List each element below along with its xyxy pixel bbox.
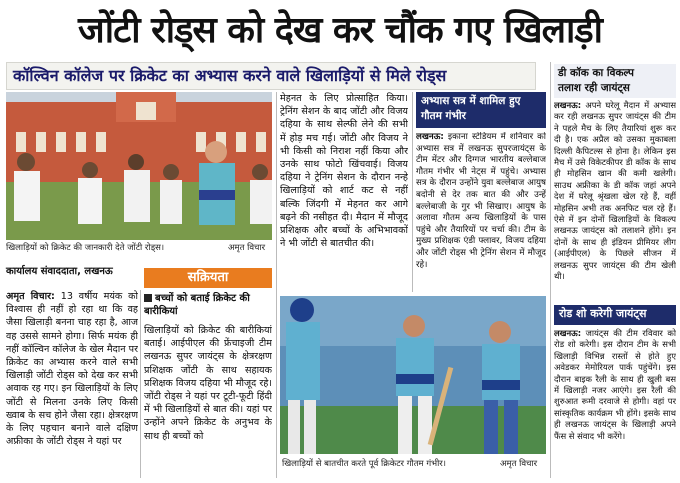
roadshow-story-heading: रोड शो करेगी जायंट्स bbox=[554, 305, 676, 325]
dekock-story-heading bbox=[554, 64, 676, 98]
main-story-col2 bbox=[280, 92, 408, 302]
bottom-photo-caption: खिलाड़ियों से बातचीत करते पूर्व क्रिकेटर गौतम गंभीर। bbox=[282, 459, 447, 469]
column-divider bbox=[276, 92, 277, 478]
roadshow-story-lead: लखनऊ: bbox=[554, 328, 582, 338]
dekock-story-text: अपने घरेलू मैदान में अभ्यास कर रही लखनऊ सुपर जायंट्स की टीम ने पहले मैच के लिए तैयारियां शुरू कर दी है। एक अप्रैल को उसका मुकाबला दिल्ली कैपिटल्स से होना है। लेकिन इस मैच में उसे विकेटकीपर डी कॉक के साथ ही मोहसिन खान की कमी खलेगी। साउथ अफ्रीका के डी कॉक जहां अपने देश में घरेलू श्रृंखला खेल रहे हैं, वहीं मोहसिन अभी तक अनफिट चल रहे हैं। ऐसे में इन दोनों खिलाड़ियों के विकल्प लखनऊ जायंट्स को तलाशने होंगे। इन दोनों के साथ ही इंडियन प्रीमियर लीग (आईपीएल) के पिछले सीजन में लखनऊ सुपर जायंट्स की टीम खेली थी। bbox=[554, 100, 676, 282]
left-photo-credit: अमृत विचार bbox=[228, 243, 266, 253]
roadshow-story-text: जायंट्स की टीम रविवार को रोड शो करेगी। इस दौरान टीम के सभी खिलाड़ी विभिन्न रास्तों से होते हुए अवेडकर मेमोरियल पार्क पहुंचेंगे। इस दौरान बाइक रैली के साथ ही खुली बस में खिलाड़ी नजर आएंगे। इस रैली की शुरुआत रूमी दरवाजे से होगी। वहां पर सांस्कृतिक कार्यक्रम भी होंगे। इसके साथ ही लखनऊ जायंट्स के खिलाड़ी अपने फैंस से संवाद भी करेंगे। bbox=[554, 328, 676, 441]
sakriyata-bullet: बच्चों को बताई क्रिकेट की बारीकियां bbox=[144, 293, 250, 317]
column-divider bbox=[412, 92, 413, 292]
bullet-icon bbox=[144, 294, 152, 302]
main-story-lead: अमृत विचार: bbox=[6, 291, 55, 302]
gambhir-story-lead: लखनऊ: bbox=[416, 132, 444, 142]
column-divider bbox=[550, 62, 551, 478]
gambhir-photo bbox=[280, 296, 546, 454]
dekock-story-body bbox=[554, 100, 676, 300]
sakriyata-col bbox=[144, 324, 272, 478]
dekock-story-lead: लखनऊ: bbox=[554, 100, 582, 110]
dekock-heading-line2: तलाश रही जायंट्स bbox=[558, 82, 630, 94]
gambhir-story-heading: अभ्यास सत्र में शामिल हुए गौतम गंभीर bbox=[416, 92, 546, 128]
sakriyata-label: सक्रियता bbox=[144, 268, 272, 288]
deck-subheadline: कॉल्विन कॉलेज पर क्रिकेट का अभ्यास करने वाले खिलाड़ियों से मिले रोड्स bbox=[6, 62, 536, 90]
bureau-line: कार्यालय संवाददाता, लखनऊ bbox=[6, 266, 113, 277]
gambhir-story-text: इकाना स्टेडियम में शनिवार को अभ्यास सत्र में लखनऊ सुपरजायंट्स के टीम मेंटर और दिग्गज भारतीय बल्लेबाज गौतम गंभीर भी नेट्स में पहुंचे। अभ्यास सत्र के दौरान उन्होंने युवा बल्लेबाज आयुष बदोनी से देर तक बात की और उन्हें बल्लेबाजी के गुर भी सिखाए। आयुष के अलावा गौतम अन्य खिलाड़ियों के पास पहुंचे और तैयारियों पर चर्चा की। टीम के मुख्य प्रशिक्षक एंडी फ्लावर, विजय दहिया और जोंटी रोड्स भी ट्रेनिंग सेशन में मौजूद रहे। bbox=[416, 132, 546, 270]
bottom-photo-credit: अमृत विचार bbox=[500, 459, 538, 469]
main-story-col1-text: 13 वर्षीय मयंक को विश्वास ही नहीं हो रहा था कि वह जैसा खिलाड़ी बनना चाह रहा है, आज वह उससे सामने होगा। सिर्फ मयंक ही नहीं कॉल्विन कॉलेज के खेल मैदान पर क्रिकेट का अभ्यास करने वाले सभी खिलाड़ी जोंटी रोड्स को देख कर सभी अवाक रह गए। इन खिलाड़ियों के लिए जोंटी से मिलना उनके लिए किसी ख्वाब के सच होने जैसा रहा। क्षेत्ररक्षण के लिए पहचान बनाने वाले दक्षिण अफ्रीका के जोंटी रोड्स ने यहां पर bbox=[6, 291, 138, 448]
jonty-rhodes-photo bbox=[6, 92, 272, 240]
roadshow-story-body bbox=[554, 328, 676, 478]
sakriyata-text: खिलाड़ियों को क्रिकेट की बारीकियां बताई। आईपीएल की फ्रेंचाइजी टीम लखनऊ सुपर जायंट्स के क्षेत्ररक्षण प्रशिक्षक जोंटी के साथ सहायक प्रशिक्षक विजय दहिया भी मौजूद रहे। जोंटी रोड्स ने यहां पर टूटी-फूटी हिंदी में भी खिलाड़ियों से बात की। यहां पर उन्होंने अपने क्रिकेट के अनुभव के साथ ही बच्चों को bbox=[144, 325, 272, 442]
column-divider bbox=[140, 290, 141, 478]
main-story-col2-text: मेहनत के लिए प्रोत्साहित किया। ट्रेनिंग सेशन के बाद जोंटी और विजय दहिया के साथ सेल्फी लेने की सभी में होड़ मच गई। जोंटी और विजय ने भी किसी को निराश नहीं किया और उनके साथ फोटो खिंचवाई। विजय दहिया ने ट्रेनिंग सेशन के दौरान नन्हे खिलाड़ियों को शार्ट कट से नहीं बल्कि जिंदगी में मेहनत कर आगे बढ़ने की नसीहत दी। मैदान में मौजूद प्रशिक्षक और बच्चों के अभिभावकों ने भी जोंटी से बातचीत की। bbox=[280, 93, 408, 250]
headline: जोंटी रोड्स को देख कर चौंक गए खिलाड़ी bbox=[78, 10, 602, 51]
gambhir-story-body bbox=[416, 132, 546, 292]
left-photo-caption: खिलाड़ियों को क्रिकेट की जानकारी देते जोंटी रोड्स। bbox=[6, 243, 165, 253]
dekock-heading-line1: डी कॉक का विकल्प bbox=[558, 67, 635, 79]
main-story-col1 bbox=[6, 290, 138, 478]
